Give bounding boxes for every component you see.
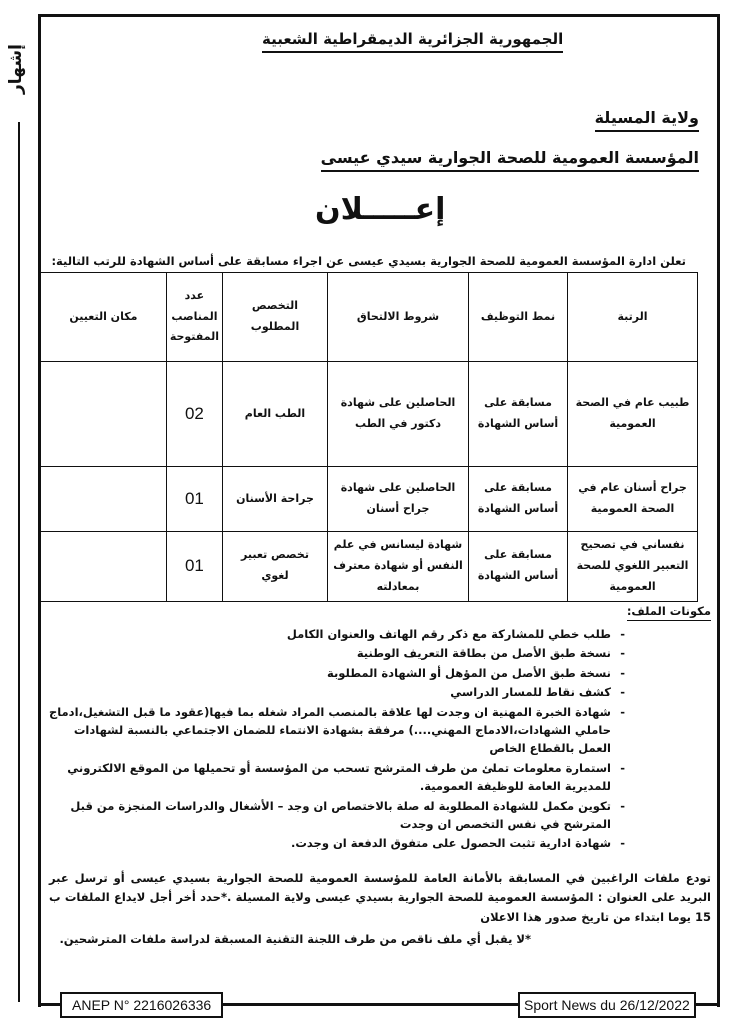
cell-posts: 01 (166, 467, 222, 532)
positions-table (40, 272, 698, 602)
intro-text: تعلن ادارة المؤسسة العمومية للصحة الجوارية بسيدي عيسى عن اجراء مسابقة على أساس الشهادة للرتب التالية: (51, 254, 686, 268)
deposit-paragraph: تودع ملفات الراغبين في المسابقة بالأمانة العامة للمؤسسة العمومية للصحة الجوارية بسيدي عيسى أو ترسل عبر البريد على العنوان : المؤسسة العمومية للصحة الجوارية بسيدي عيسى ولاية المسيلة .*حدد أخر أجل لايداع الملفات ب 15 يوما ابتداء من تاريخ صدور هذا الاعلان (49, 870, 711, 924)
cell-type: مسابقة على أساس الشهادة (469, 362, 568, 467)
cell-location (41, 467, 167, 532)
cell-rank: نفساني في تصحيح التعبير اللغوي للصحة العمومية (568, 532, 698, 602)
cell-posts: 02 (166, 362, 222, 467)
cell-conditions: شهادة ليسانس في علم النفس أو شهادة معترف بمعادلته (328, 532, 469, 602)
cell-conditions: الحاصلين على شهادة جراح أسنان (328, 467, 469, 532)
cell-type: مسابقة على أساس الشهادة (469, 532, 568, 602)
header-location: مكان التعيين (41, 273, 167, 362)
list-item: - تكوين مكمل للشهادة المطلوبة له صلة بالاختصاص ان وجد – الأشغال والدراسات المنجزة من قبل المترشح في نفس التخصص ان وجدت (45, 797, 611, 834)
list-item: - شهادة ادارية تثبت الحصول على متفوق الدفعة ان وجدت. (45, 834, 611, 852)
file-components-title: مكونات الملف: (627, 604, 711, 621)
table-row (41, 467, 698, 532)
header-conditions: شروط الالتحاق (328, 273, 469, 362)
cell-specialty: تخصص تعبير لغوي (223, 532, 328, 602)
list-item: - شهادة الخبرة المهنية ان وجدت لها علاقة بالمنصب المراد شغله بما فيها(عقود ما قبل التشغيل،ادماج حاملي الشهادات،الادماج المهني....) مرفقة بشهادة الانتماء للضمان الاجتماعي بالنسبة لشهادات العمل بالقطاع الخاص (45, 703, 611, 758)
table-row (41, 532, 698, 602)
header-rank: الرتبة (568, 273, 698, 362)
publication-source: Sport News du 26/12/2022 (518, 992, 696, 1018)
incomplete-file-note: *لا يقبل أي ملف ناقص من طرف اللجنة التقنية المسبقة لدراسة ملفات المترشحين. (59, 932, 531, 947)
list-item: - استمارة معلومات تملئ من طرف المترشح تسحب من المؤسسة أو تحميلها من الموقع الالكتروني للمديرية العامة للوظيفة العمومية. (45, 759, 611, 796)
side-rule (18, 122, 20, 1002)
republic-heading: الجمهورية الجزائرية الديمقراطية الشعبية (262, 30, 563, 53)
list-item: - كشف نقاط للمسار الدراسي (45, 683, 611, 701)
cell-rank: طبيب عام في الصحة العمومية (568, 362, 698, 467)
header-specialty: التخصص المطلوب (223, 273, 328, 362)
cell-location (41, 532, 167, 602)
cell-specialty: جراحة الأسنان (223, 467, 328, 532)
table-header-row (41, 273, 698, 362)
file-components-list (45, 625, 611, 853)
cell-type: مسابقة على أساس الشهادة (469, 467, 568, 532)
cell-specialty: الطب العام (223, 362, 328, 467)
wilaya-heading: ولاية المسيلة (595, 108, 699, 132)
side-label: إشهار (6, 44, 26, 95)
institution-heading: المؤسسة العمومية للصحة الجوارية سيدي عيسى (321, 148, 699, 172)
list-item: - نسخة طبق الأصل من بطاقة التعريف الوطنية (45, 644, 611, 662)
cell-conditions: الحاصلين على شهادة دكتور في الطب (328, 362, 469, 467)
cell-rank: جراح أسنان عام في الصحة العمومية (568, 467, 698, 532)
announcement-title: إعـــــلان (315, 192, 446, 227)
table-row (41, 362, 698, 467)
cell-posts: 01 (166, 532, 222, 602)
lower-section (45, 604, 711, 949)
cell-location (41, 362, 167, 467)
anep-number: ANEP N° 2216026336 (60, 992, 223, 1018)
header-recruitment-type: نمط التوظيف (469, 273, 568, 362)
list-item: - نسخة طبق الأصل من المؤهل أو الشهادة المطلوبة (45, 664, 611, 682)
list-item: - طلب خطي للمشاركة مع ذكر رقم الهاتف والعنوان الكامل (45, 625, 611, 643)
header-open-posts: عدد المناصب المفتوحة (166, 273, 222, 362)
